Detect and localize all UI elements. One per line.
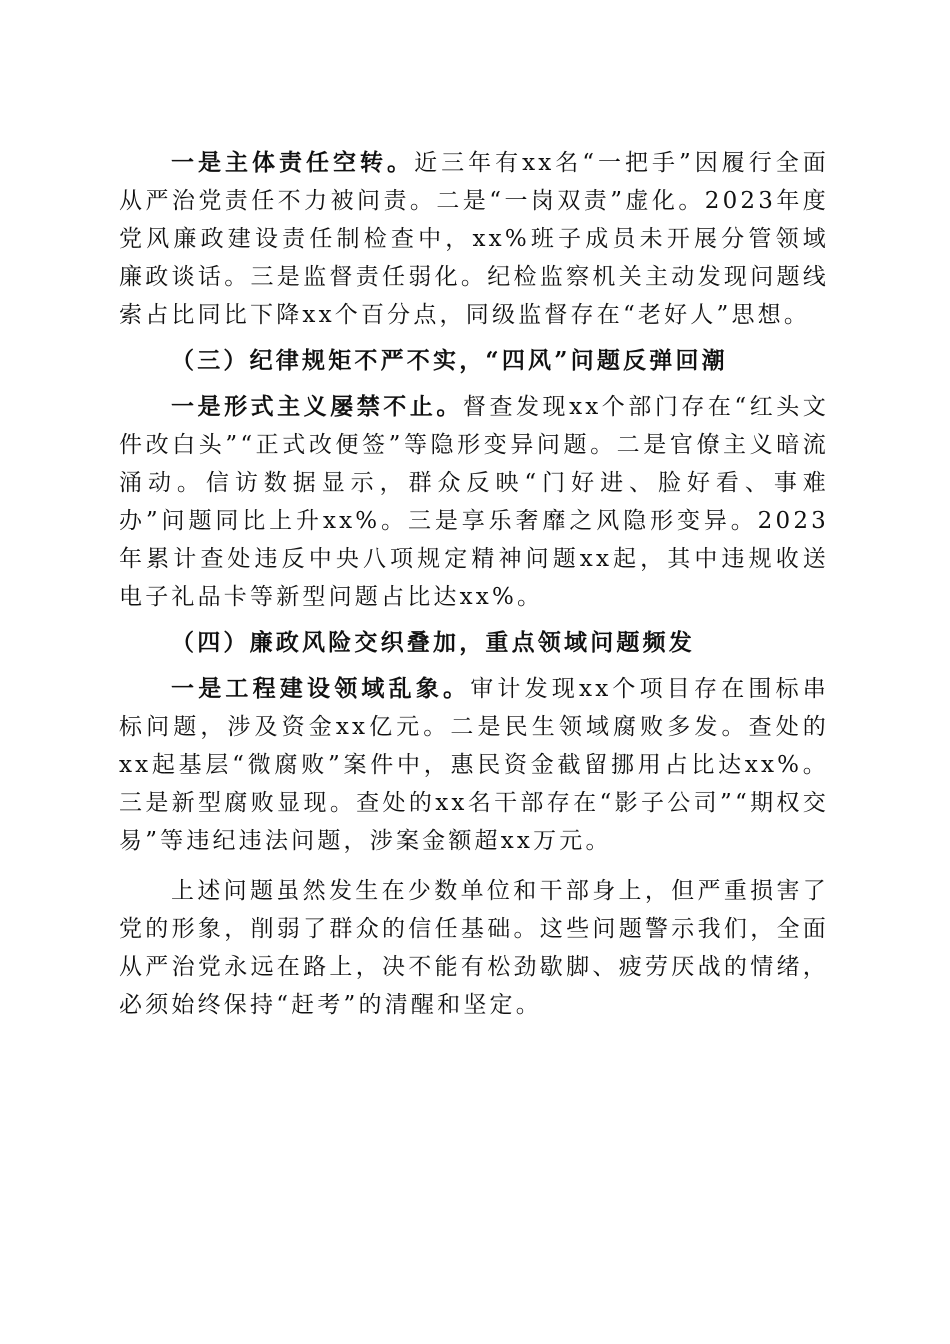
paragraph-summary: 上述问题虽然发生在少数单位和干部身上，但严重损害了党的形象，削弱了群众的信任基础。这些问题警示我们，全面从严治党永远在路上，决不能有松劲歇脚、疲劳厌战的情绪，必须始终保持“赶考”的清醒和坚定。	[119, 878, 829, 1018]
paragraph-text: 审计发现xx个项目存在围标串标问题，涉及资金xx亿元。二是民生领域腐败多发。查处的xx起基层“微腐败”案件中，惠民资金截留挪用占比达xx%。三是新型腐败显现。查处的xx名干部存在“影子公司”“期权交易”等违纪违法问题，涉案金额超xx万元。	[119, 676, 830, 854]
paragraph-text: 督查发现xx个部门存在“红头文件改白头”“正式改便签”等隐形变异问题。二是官僚主义暗流涌动。信访数据显示，群众反映“门好进、脸好看、事难办”问题同比上升xx%。三是享乐奢靡之风隐形变异。2023年累计查处违反中央八项规定精神问题xx起，其中违规收送电子礼品卡等新型问题占比达xx%。	[119, 394, 830, 610]
section-heading-3: （三）纪律规矩不严不实，“四风”问题反弹回潮	[171, 347, 728, 374]
paragraph-lead: 一是工程建设领域乱象。	[171, 675, 471, 702]
paragraph-four-winds	[119, 388, 829, 616]
paragraph-lead: 一是主体责任空转。	[171, 149, 415, 176]
paragraph-text: 近三年有xx名“一把手”因履行全面从严治党责任不力被问责。二是“一岗双责”虚化。2023年度党风廉政建设责任制检查中，xx%班子成员未开展分管领域廉政谈话。三是监督责任弱化。纪检监察机关主动发现问题线索占比同比下降xx个百分点，同级监督存在“老好人”思想。	[119, 150, 830, 328]
paragraph-lead: 一是形式主义屡禁不止。	[171, 393, 463, 420]
document-body	[119, 144, 829, 1024]
section-heading-4: （四）廉政风险交织叠加，重点领域问题频发	[171, 629, 695, 656]
paragraph-key-fields	[119, 670, 829, 860]
paragraph-responsibility	[119, 144, 829, 334]
